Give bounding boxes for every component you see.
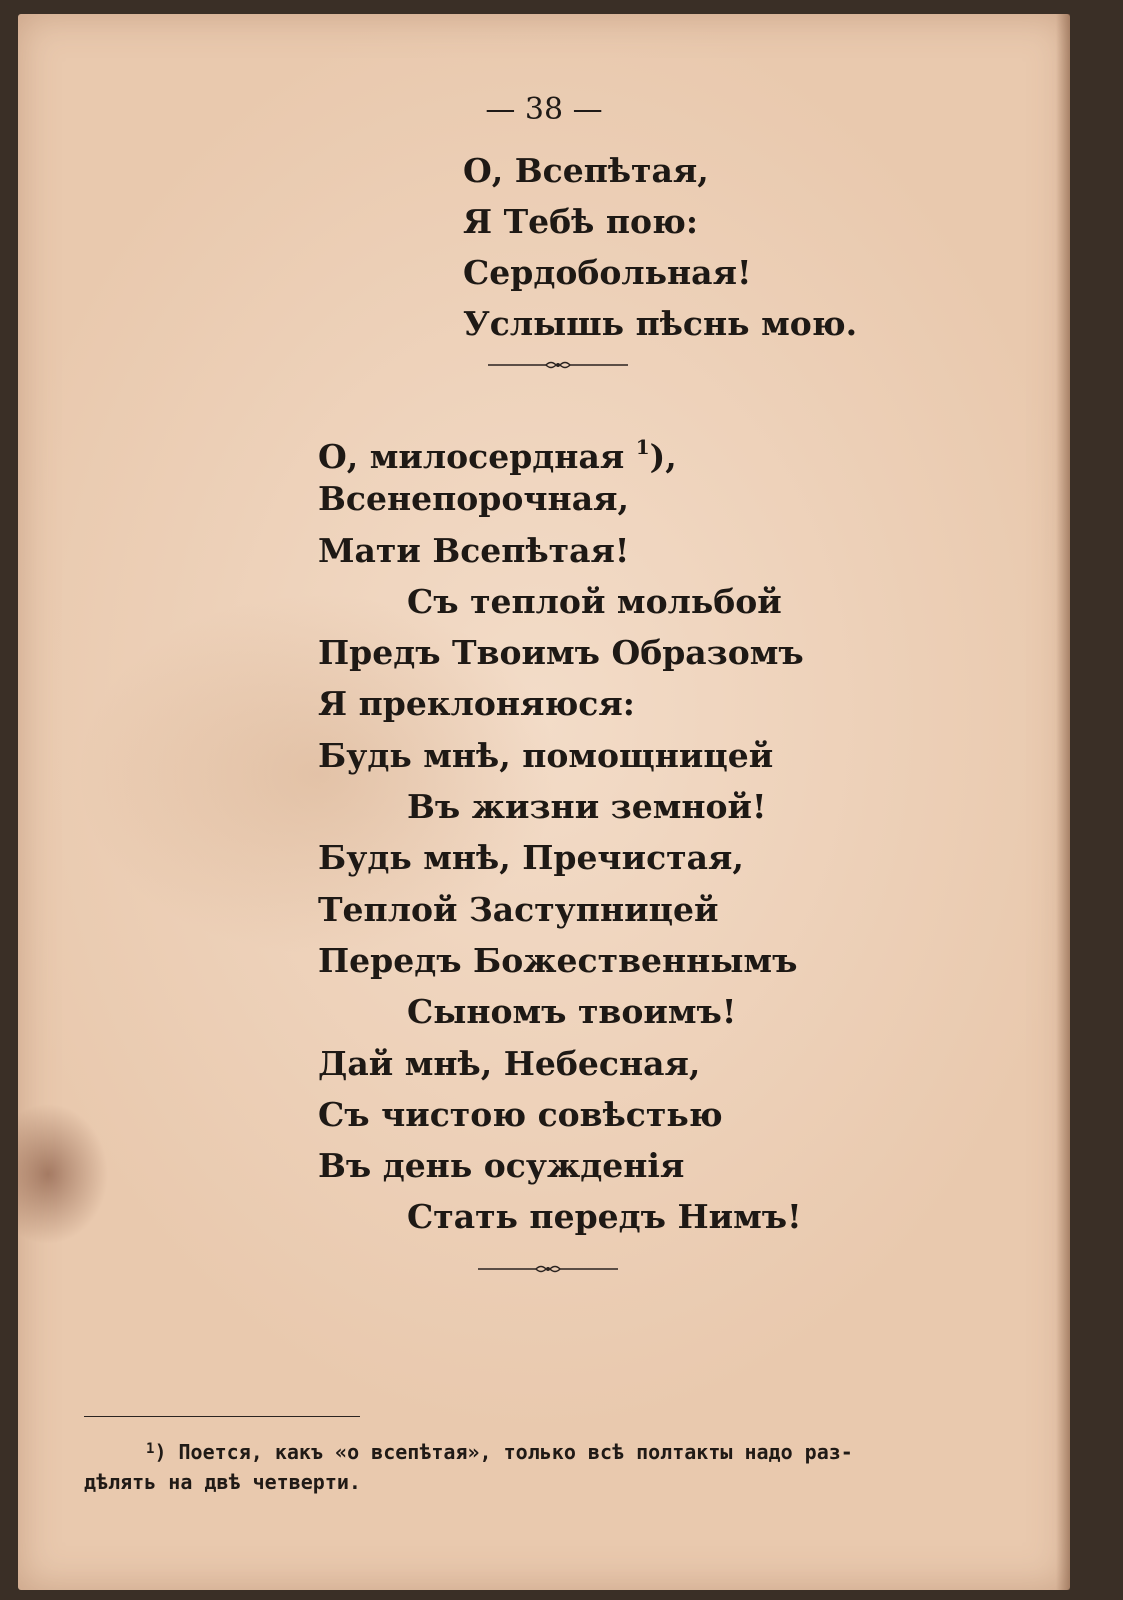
verse-line: Въ день осужденія bbox=[318, 1146, 685, 1186]
verse-text-end: ), bbox=[649, 437, 677, 476]
verse-line-indented: Въ жизни земной! bbox=[407, 787, 767, 827]
book-page bbox=[18, 14, 1070, 1590]
footnote-mark: 1 bbox=[146, 1441, 155, 1457]
verse-line: Будь мнѣ, Пречистая, bbox=[318, 838, 744, 878]
verse-line: Будь мнѣ, помощницей bbox=[318, 735, 774, 775]
verse-line: Я преклоняюся: bbox=[318, 684, 635, 724]
footnote bbox=[84, 1434, 1024, 1497]
verse-line: Дай мнѣ, Небесная, bbox=[318, 1043, 701, 1083]
verse-line: Сердобольная! bbox=[463, 253, 752, 292]
verse-line-indented: Съ теплой мольбой bbox=[407, 581, 782, 621]
verse-line: Предъ Твоимъ Образомъ bbox=[318, 633, 804, 673]
verse-line-indented: Стать передъ Нимъ! bbox=[407, 1197, 802, 1237]
stanza-2 bbox=[318, 422, 804, 1243]
page-number: — 38 — bbox=[485, 92, 603, 127]
verse-line: Мати Всепѣтая! bbox=[318, 530, 630, 570]
footnote-reference: 1 bbox=[635, 435, 650, 459]
verse-line-first bbox=[318, 422, 804, 476]
footnote-line bbox=[84, 1434, 1024, 1467]
verse-line: Я Тебѣ пою: bbox=[463, 202, 699, 241]
page-spine-shadow bbox=[1056, 14, 1070, 1590]
verse-line: Передъ Божественнымъ bbox=[318, 940, 798, 980]
verse-line: Услышь пѣснь мою. bbox=[463, 304, 858, 343]
verse-line: Всенепорочная, bbox=[318, 479, 629, 519]
ornament-divider bbox=[488, 358, 628, 372]
verse-line: Теплой Заступницей bbox=[318, 889, 719, 929]
footnote-line: дѣлять на двѣ четверти. bbox=[84, 1470, 361, 1494]
verse-line-indented: Сыномъ твоимъ! bbox=[407, 992, 737, 1032]
ornament-divider bbox=[478, 1262, 618, 1276]
verse-text: О, милосердная bbox=[318, 437, 625, 476]
verse-line: О, Всепѣтая, bbox=[463, 151, 709, 190]
verse-line: Съ чистою совѣстью bbox=[318, 1094, 723, 1134]
footnote-rule bbox=[84, 1416, 360, 1417]
footnote-text: ) Поется, какъ «о всепѣтая», только всѣ полтакты надо раз- bbox=[154, 1440, 853, 1464]
stanza-1 bbox=[463, 145, 857, 349]
